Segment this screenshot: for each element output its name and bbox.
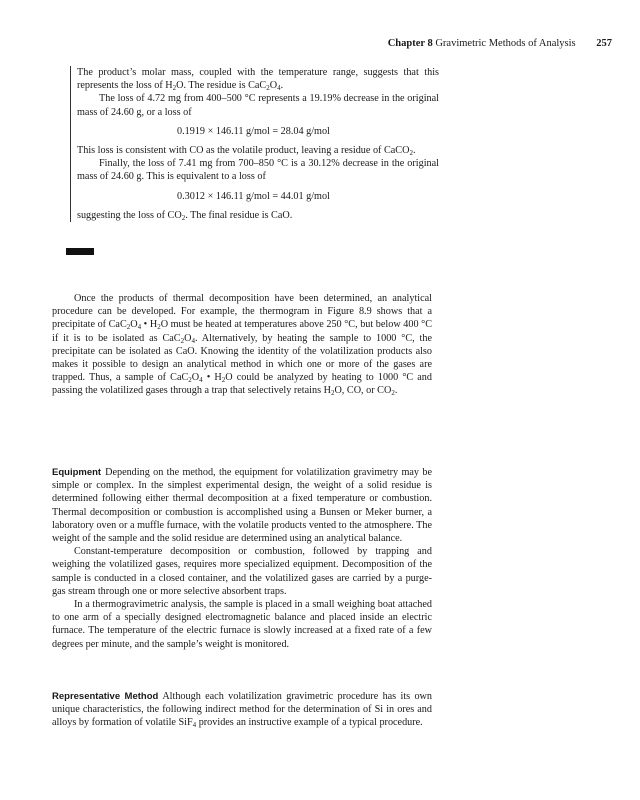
equation: 0.1919 × 146.11 g/mol = 28.04 g/mol	[177, 125, 330, 137]
body-paragraph: Equipment Depending on the method, the equipment for volatilization gravimetry may be simple or complex. In the simplest experimental design, the weight of a solid residue is determined following either thermal decomposition at a fixed temperature or combustion. Thermal decomposition or combustion is accomplished using a Bunsen or Meker burner, a laboratory oven or a muffle furnace, with the volatile products vented to the atmosphere. The weight of the sample and the solid residue are determined using an analytical balance.	[52, 467, 432, 545]
equipment-section	[52, 466, 432, 651]
section-heading: Representative Method	[52, 691, 159, 702]
example-paragraph: Finally, the loss of 7.41 mg from 700–850 °C is a 30.12% decrease in the original mass of 24.60 g. This is equivalent to a loss of	[77, 158, 439, 183]
running-header	[388, 38, 612, 49]
page-number: 257	[596, 38, 612, 49]
example-solution-box	[70, 66, 439, 222]
intro-section	[52, 292, 432, 398]
representative-method-section	[52, 690, 432, 730]
body-paragraph: Constant-temperature decomposition or combustion, followed by trapping and weighing the volatilized gases, requires more specialized equipment. Decomposition of the sample is conducted in a closed container, and the volatilized gases are carried by a purge-gas stream through one or more selective absorbent traps.	[52, 546, 432, 597]
example-paragraph: suggesting the loss of $CO_2$. The final residue is CaO.	[77, 209, 293, 222]
body-paragraph: Representative Method Although each volatilization gravimetric procedure has its own unique characteristics, the following indirect method for the determination of Si in ores and alloys by formation of volatile SiF$_4$ provides an instructive example of a typical procedure.	[52, 691, 432, 730]
body-paragraph: In a thermogravimetric analysis, the sample is placed in a small weighing boat attached to one arm of a specially designed electromagnetic balance and placed inside an electric furnace. The temperature of the electric furnace is slowly increased at a fixed rate of a few degrees per minute, and the sample’s weight is monitored.	[52, 599, 432, 650]
example-end-marker	[66, 248, 94, 255]
example-paragraph: This loss is consistent with CO as the volatile product, leaving a residue of CaCO$_2$.	[77, 145, 416, 158]
example-paragraph: The loss of 4.72 mg from 400–500 °C represents a 19.19% decrease in the original mass of 24.60 g, or a loss of	[77, 93, 439, 118]
body-paragraph: Once the products of thermal decomposition have been determined, an analytical procedure can be developed. For example, the thermogram in Figure 8.9 shows that a precipitate of $CaC_2O_4$ • $H_2O$ must be heated at temperatures above 250 °C, but below 400 °C if it is to be isolated as $CaC_2O_4$. Alternatively, by heating the sample to 1000 °C, the precipitate can be isolated as CaO. Knowing the identity of the volatilization products also makes it possible to design an analytical method in which one or more of the gases are trapped. Thus, a sample of $CaC_2O_4$ • $H_2O$ could be analyzed by heating to 1000 °C and passing the volatilized gases through a trap that selectively retains $H_2O$, CO, or $CO_2$.	[52, 293, 432, 398]
equation: 0.3012 × 146.11 g/mol = 44.01 g/mol	[177, 190, 330, 202]
chapter-label: Chapter 8	[387, 38, 433, 49]
section-heading: Equipment	[52, 467, 102, 478]
example-paragraph: The product’s molar mass, coupled with the temperature range, suggests that this represents the loss of $H_2O$. The residue is $CaC_2O_4$.	[77, 67, 439, 93]
chapter-title: Gravimetric Methods of Analysis	[435, 38, 576, 49]
